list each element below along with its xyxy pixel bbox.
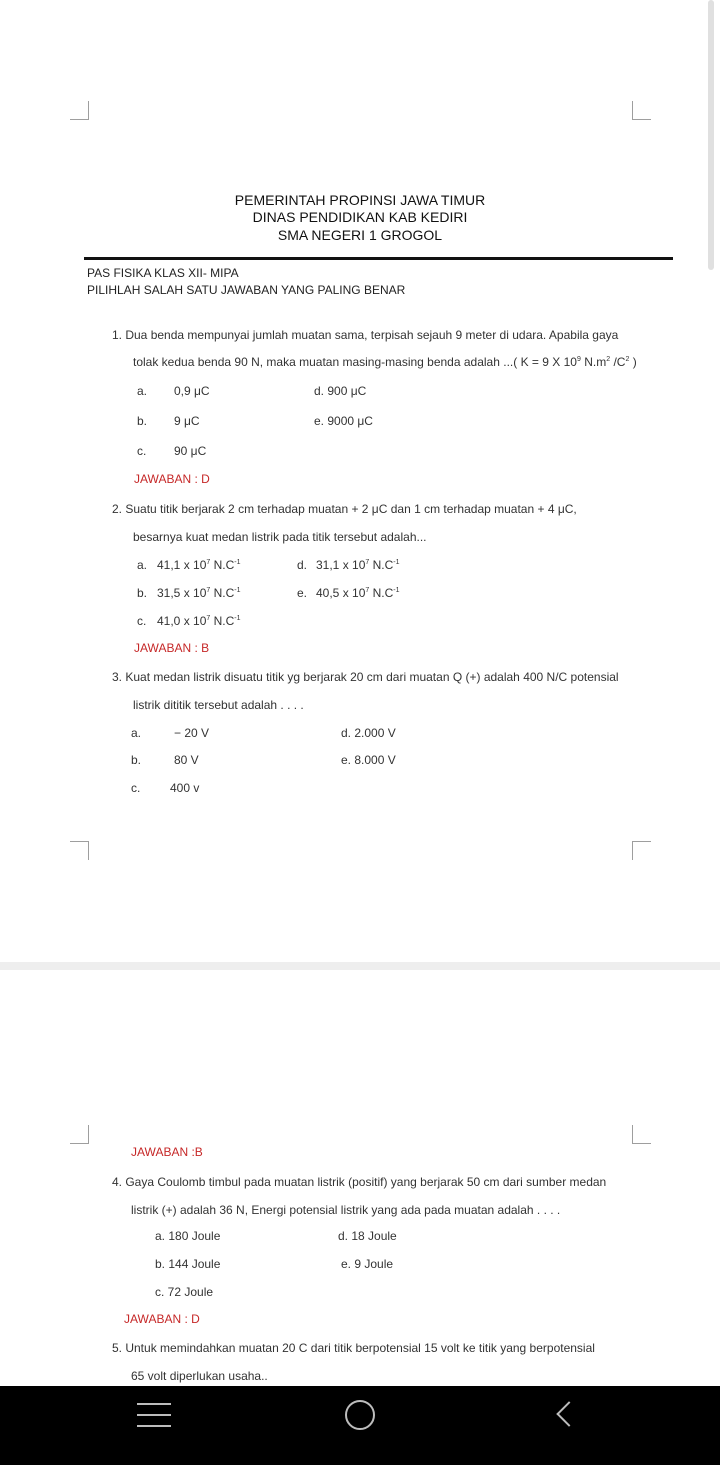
recent-apps-icon[interactable] bbox=[137, 1403, 171, 1427]
q2-text-line-1: 2. Suatu titik berjarak 2 cm terhadap muatan + 2 μC dan 1 cm terhadap muatan + 4 μC, bbox=[112, 502, 577, 516]
q2-answer: JAWABAN : B bbox=[134, 641, 210, 655]
q2-text-line-2: besarnya kuat medan listrik pada titik tersebut adalah... bbox=[133, 530, 427, 544]
q2-option-a-label: a. bbox=[137, 558, 148, 572]
q1-option-d: d. 900 μC bbox=[314, 384, 367, 398]
q3-text-line-1: 3. Kuat medan listrik disuatu titik yg berjarak 20 cm dari muatan Q (+) adalah 400 N/C potensial bbox=[112, 670, 619, 684]
q1-option-a-label: a. bbox=[137, 384, 148, 398]
q2-option-b: 31,5 x $10^7$ $N.C^{-1}$ bbox=[157, 586, 241, 600]
q1-text-line-1: 1. Dua benda mempunyai jumlah muatan sama, terpisah sejauh 9 meter di udara. Apabila gaya bbox=[112, 328, 619, 342]
q3-option-e: e. 8.000 V bbox=[341, 753, 396, 767]
page-gap bbox=[0, 962, 720, 970]
q1-option-b: 9 μC bbox=[174, 414, 200, 428]
q4-option-c: c. 72 Joule bbox=[155, 1285, 214, 1299]
q5-text-line-2: 65 volt diperlukan usaha.. bbox=[131, 1369, 268, 1383]
q1-option-e: e. 9000 μC bbox=[314, 414, 373, 428]
q3-option-c: 400 v bbox=[170, 781, 200, 795]
q4-answer: JAWABAN : D bbox=[124, 1312, 200, 1326]
q4-option-b: b. 144 Joule bbox=[155, 1257, 221, 1271]
q3-option-a: − 20 V bbox=[174, 726, 210, 740]
home-icon[interactable] bbox=[345, 1400, 375, 1430]
crop-mark bbox=[70, 841, 89, 860]
crop-mark bbox=[632, 101, 651, 120]
crop-mark bbox=[70, 101, 89, 120]
q2-option-e-label: e. bbox=[297, 586, 308, 600]
q3-text-line-2: listrik dititik tersebut adalah . . . . bbox=[133, 698, 304, 712]
q3-answer: JAWABAN :B bbox=[131, 1145, 203, 1159]
q4-option-d: d. 18 Joule bbox=[338, 1229, 397, 1243]
q2-option-b-label: b. bbox=[137, 586, 148, 600]
q3-option-c-label: c. bbox=[131, 781, 141, 795]
q1-text-line-2: tolak kedua benda 90 N, maka muatan masing-masing benda adalah ...( K = 9 X $10^9$ $N.m^2$ $/C^2$ ) bbox=[133, 355, 637, 369]
q2-option-a: 41,1 x $10^7$ $N.C^{-1}$ bbox=[157, 558, 241, 572]
scrollbar[interactable] bbox=[708, 0, 714, 270]
back-icon[interactable] bbox=[556, 1401, 581, 1426]
crop-mark bbox=[70, 1125, 89, 1144]
crop-mark bbox=[632, 841, 651, 860]
q2-option-e: 40,5 x $10^7$ $N.C^{-1}$ bbox=[316, 586, 400, 600]
crop-mark bbox=[632, 1125, 651, 1144]
q3-option-b-label: b. bbox=[131, 753, 142, 767]
q1-option-c-label: c. bbox=[137, 444, 147, 458]
q3-option-d: d. 2.000 V bbox=[341, 726, 396, 740]
q3-option-a-label: a. bbox=[131, 726, 142, 740]
q2-option-d: 31,1 x $10^7$ $N.C^{-1}$ bbox=[316, 558, 400, 572]
document-page-2 bbox=[0, 970, 710, 1386]
header-line-2: DINAS PENDIDIKAN KAB KEDIRI bbox=[252, 209, 468, 225]
q2-option-c-label: c. bbox=[137, 614, 147, 628]
q1-option-b-label: b. bbox=[137, 414, 148, 428]
q4-text-line-2: listrik (+) adalah 36 N, Energi potensial listrik yang ada pada muatan adalah . . . . bbox=[131, 1203, 561, 1217]
header-rule bbox=[84, 257, 673, 260]
q3-option-b: 80 V bbox=[174, 753, 199, 767]
system-navigation-bar bbox=[0, 1386, 720, 1465]
exam-instruction: PILIHLAH SALAH SATU JAWABAN YANG PALING BENAR bbox=[87, 283, 406, 297]
q5-text-line-1: 5. Untuk memindahkan muatan 20 C dari titik berpotensial 15 volt ke titik yang berpotensial bbox=[112, 1341, 595, 1355]
q2-option-d-label: d. bbox=[297, 558, 308, 572]
header-line-1: PEMERINTAH PROPINSI JAWA TIMUR bbox=[234, 192, 486, 208]
q1-option-c: 90 μC bbox=[174, 444, 207, 458]
q1-answer: JAWABAN : D bbox=[134, 472, 210, 486]
q4-option-e: e. 9 Joule bbox=[341, 1257, 394, 1271]
q1-option-a: 0,9 μC bbox=[174, 384, 210, 398]
q4-option-a: a. 180 Joule bbox=[155, 1229, 221, 1243]
q2-option-c: 41,0 x $10^7$ $N.C^{-1}$ bbox=[157, 614, 241, 628]
q4-text-line-1: 4. Gaya Coulomb timbul pada muatan listrik (positif) yang berjarak 50 cm dari sumber medan bbox=[112, 1175, 607, 1189]
exam-subject: PAS FISIKA KLAS XII- MIPA bbox=[87, 266, 239, 280]
header-line-3: SMA NEGERI 1 GROGOL bbox=[277, 227, 443, 243]
